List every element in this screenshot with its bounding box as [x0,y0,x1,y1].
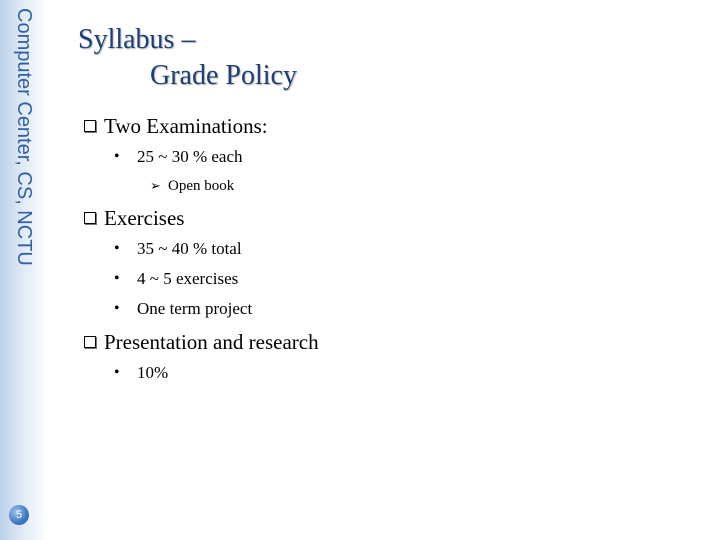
sub-bullet-text: 4 ~ 5 exercises [137,269,239,288]
sub-bullet [84,238,319,260]
slide-title [78,22,297,94]
arrow-bullet-icon: ➢ [150,178,161,193]
bullet-text: Presentation and research [104,330,319,354]
sub-sub-bullet [84,176,319,196]
dot-bullet-icon: • [114,270,120,287]
dot-bullet-icon: • [114,300,120,317]
bullet-presentation-research [84,328,319,356]
sub-bullet [84,268,319,290]
dot-bullet-icon: • [114,364,120,381]
sub-bullet-text: 25 ~ 30 % each [137,147,243,166]
bullet-two-examinations [84,112,319,140]
sub-bullet [84,146,319,168]
bullet-exercises [84,204,319,232]
sub-sub-bullet-text: Open book [168,178,235,194]
sub-bullet [84,362,319,384]
sub-bullet-text: 35 ~ 40 % total [137,239,242,258]
sub-bullet-text: One term project [137,299,253,318]
title-line-2: Grade Policy [150,60,297,91]
checkbox-bullet-icon [84,212,96,224]
checkbox-bullet-icon [84,336,96,348]
checkbox-bullet-icon [84,120,96,132]
bullet-text: Exercises [104,206,185,230]
sidebar [0,0,48,540]
sidebar-label: Computer Center, CS, NCTU [13,8,35,266]
dot-bullet-icon: • [114,240,120,257]
title-line-1: Syllabus – [78,24,196,55]
dot-bullet-icon: • [114,148,120,165]
sub-bullet [84,298,319,320]
bullet-text: Two Examinations: [104,114,268,138]
page-number-badge: 5 [9,505,29,525]
slide-body [84,112,319,392]
sub-bullet-text: 10% [137,363,169,382]
